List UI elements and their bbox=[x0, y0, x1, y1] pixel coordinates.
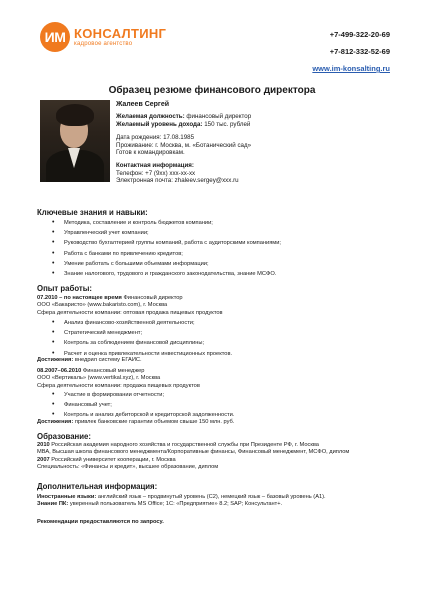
job-2-achievement: Достижения: привлек банковские гарантии объемом свыше 150 млн. руб. bbox=[37, 419, 235, 425]
desired-salary: Желаемый уровень дохода: 150 тыс. рублей bbox=[116, 120, 251, 128]
contact-heading: Контактная информация: bbox=[116, 162, 194, 170]
list-item: • Анализ финансово-хозяйственной деятельности; bbox=[52, 318, 392, 328]
contact-phone: Телефон: +7 (9хх) ххх-хх-хх bbox=[116, 169, 196, 177]
job-1-period: 07.2010 – по настоящее время bbox=[37, 295, 122, 301]
contact-email[interactable]: Электронная почта: zhaleev.sergey@xxx.ru bbox=[116, 177, 239, 185]
page-title: Образец резюме финансового директора bbox=[108, 85, 316, 96]
pc-skills: Знание ПК: уверенный пользователь MS Office; 1С: «Предприятие» 8.2; SAP; Консультант+. bbox=[37, 501, 283, 508]
job-2-role: Финансовый менеджер bbox=[82, 368, 145, 374]
trips-ready: Готов к командировкам. bbox=[116, 149, 185, 157]
desired-block bbox=[116, 113, 386, 128]
agency-contacts bbox=[312, 26, 390, 77]
education-heading: Образование: bbox=[37, 432, 91, 441]
references: Рекомендации предоставляются по запросу. bbox=[37, 519, 164, 525]
list-item: • Контроль и анализ дебиторской и кредиторской задолженности. bbox=[52, 410, 392, 420]
logo-name: КОНСАЛТИНГ bbox=[74, 25, 167, 41]
company-logo[interactable] bbox=[40, 22, 166, 52]
list-item: • Финансовый учет; bbox=[52, 400, 392, 410]
additional-block bbox=[37, 494, 397, 509]
job-2-duties bbox=[52, 390, 392, 421]
list-item: • Стратегический менеджмент; bbox=[52, 328, 392, 338]
phone-1: +7-499-322-20-69 bbox=[329, 30, 390, 39]
job-1-company: ООО «Бакаристо» (www.bakaristo.com), г. Москва bbox=[37, 302, 168, 309]
list-item: • Знание налогового, трудового и гражданского законодательства, знание МСФО. bbox=[52, 269, 392, 279]
list-item: • Расчет и оценка привлекательности инвестиционных проектов. bbox=[52, 349, 392, 359]
skills-heading: Ключевые знания и навыки: bbox=[37, 208, 148, 217]
desired-position: Желаемая должность: финансовый директор bbox=[116, 113, 252, 121]
job-1-duties bbox=[52, 318, 392, 359]
birth-date: Дата рождения: 17.08.1985 bbox=[116, 134, 195, 142]
additional-heading: Дополнительная информация: bbox=[37, 482, 158, 491]
candidate-name: Жалеев Сергей bbox=[116, 101, 170, 108]
job-2-company: ООО «Вертикаль» (www.vertikal.xyz), г. Москва bbox=[37, 375, 161, 382]
job-2-sphere: Сфера деятельности компании: продажа пищевых продуктов bbox=[37, 382, 200, 389]
logo-tagline: кадровое агентство bbox=[74, 40, 133, 47]
phone-2: +7-812-332-52-69 bbox=[329, 47, 390, 56]
job-1-achievement: Достижения: внедрил систему ЕГАИС. bbox=[37, 357, 142, 363]
job-1-role: Финансовый директор bbox=[123, 295, 183, 301]
skills-list bbox=[52, 218, 392, 279]
logo-text bbox=[74, 27, 166, 48]
logo-mark: ИМ bbox=[40, 22, 70, 52]
job-2-header bbox=[37, 368, 397, 390]
site-link[interactable]: www.im-konsalting.ru bbox=[312, 64, 390, 73]
profile-block bbox=[116, 101, 386, 185]
list-item: • Контроль за соблюдением финансовой дисциплины; bbox=[52, 338, 392, 348]
personal-block bbox=[116, 134, 386, 156]
list-item: • Руководство бухгалтерией группы компаний, работа с аудиторскими компаниями; bbox=[52, 238, 392, 248]
contact-block bbox=[116, 162, 386, 184]
list-item: • Управленческий учет компании; bbox=[52, 228, 392, 238]
list-item: • Работа с банками по привлечению кредитов; bbox=[52, 249, 392, 259]
job-1-header bbox=[37, 295, 397, 317]
list-item: • Методика, составление и контроль бюджетов компании; bbox=[52, 218, 392, 228]
languages: Иностранные языки: английский язык – продвинутый уровень (С2), немецкий язык – базовый уровень (А1). bbox=[37, 494, 326, 500]
education-block: 2010 Российская академия народного хозяйства и государственной службы при Президенте РФ, г. Москва МВА, Высшая школа финансового менеджмента/Корпоративные финансы, Финансовый менеджмент, МСФО, диплом 2007 Российский университет кооперации, г. Москва Специальность: «Финансы и кредит», высшее образование, диплом bbox=[37, 442, 350, 470]
job-1-sphere: Сфера деятельности компании: оптовая продажа пищевых продуктов bbox=[37, 309, 223, 316]
job-2-period: 08.2007–06.2010 bbox=[37, 368, 82, 374]
experience-heading: Опыт работы: bbox=[37, 284, 92, 293]
list-item: • Участие в формировании отчетности; bbox=[52, 390, 392, 400]
candidate-photo bbox=[40, 100, 110, 182]
residence: Проживание: г. Москва, м. «Ботанический сад» bbox=[116, 141, 252, 149]
list-item: • Умение работать с большими объемами информации; bbox=[52, 259, 392, 269]
